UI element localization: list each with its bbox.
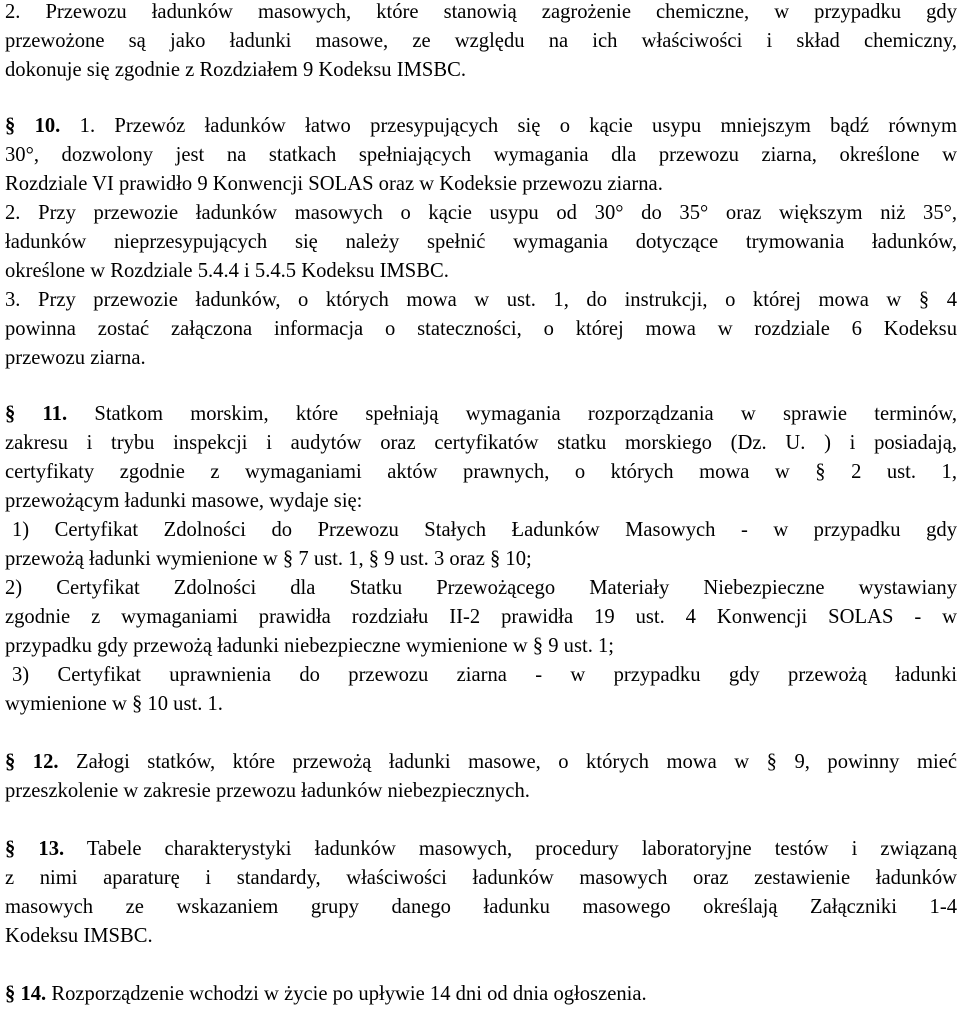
section-10-line-8: powinna zostać załączona informacja o stateczności, o której mowa w rozdziale 6 Kodeksu: [5, 318, 957, 340]
section-10-line-2: 30°, dozwolony jest na statkach spełniających wymagania dla przewozu ziarna, określone w: [5, 144, 957, 166]
section-10-line-1: [5, 112, 957, 141]
paragraph-2-line-3: dokonuje się zgodnie z Rozdziałem 9 Kodeksu IMSBC.: [5, 59, 466, 81]
paragraph-2-line-1: 2. Przewozu ładunków masowych, które stanowią zagrożenie chemiczne, w przypadku gdy: [5, 1, 957, 23]
section-12-line-1: [5, 748, 957, 777]
section-10-text-1: 1. Przewóz ładunków łatwo przesypujących się o kącie usypu mniejszym bądź równym: [79, 115, 957, 137]
section-11-item-2-line-3: przypadku gdy przewożą ładunki niebezpieczne wymienione w § 9 ust. 1;: [5, 635, 615, 657]
section-11-line-2: zakresu i trybu inspekcji i audytów oraz certyfikatów statku morskiego (Dz. U. ) i posiadają,: [5, 432, 957, 454]
paragraph-2-line-2: przewożone są jako ładunki masowe, ze względu na ich właściwości i skład chemiczny,: [5, 30, 957, 52]
section-10-line-5: ładunków nieprzesypujących się należy spełnić wymagania dotyczące trymowania ładunków,: [5, 231, 957, 253]
section-14-number: § 14.: [5, 983, 47, 1005]
section-12-number: § 12.: [5, 751, 59, 773]
section-11-line-3: certyfikaty zgodnie z wymaganiami aktów prawnych, o których mowa w § 2 ust. 1,: [5, 461, 957, 483]
section-13-line-4: Kodeksu IMSBC.: [5, 925, 153, 947]
section-11-item-2-line-1: 2) Certyfikat Zdolności dla Statku Przewożącego Materiały Niebezpieczne wystawiany: [5, 577, 957, 599]
section-11-item-3-line-1: 3) Certyfikat uprawnienia do przewozu ziarna - w przypadku gdy przewożą ładunki: [12, 664, 957, 686]
section-10-line-6: określone w Rozdziale 5.4.4 i 5.4.5 Kodeksu IMSBC.: [5, 260, 449, 282]
section-10-line-7: 3. Przy przewozie ładunków, o których mowa w ust. 1, do instrukcji, o której mowa w § 4: [5, 289, 957, 311]
section-13-line-2: z nimi aparaturę i standardy, właściwości ładunków masowych oraz zestawienie ładunków: [5, 867, 957, 889]
section-11-line-1: [5, 400, 957, 429]
section-10-number: § 10.: [5, 115, 61, 137]
section-11-item-1-line-2: przewożą ładunki wymienione w § 7 ust. 1, § 9 ust. 3 oraz § 10;: [5, 548, 532, 570]
section-14-line-1: [5, 980, 957, 1009]
section-10-line-3: Rozdziale VI prawidło 9 Konwencji SOLAS oraz w Kodeksie przewozu ziarna.: [5, 173, 663, 195]
section-12-line-2: przeszkolenie w zakresie przewozu ładunków niebezpiecznych.: [5, 780, 530, 802]
section-13-line-3: masowych ze wskazaniem grupy danego ładunku masowego określają Załączniki 1-4: [5, 896, 957, 918]
section-10-line-9: przewozu ziarna.: [5, 347, 146, 369]
section-11-text-1: Statkom morskim, które spełniają wymagania rozporządzania w sprawie terminów,: [94, 403, 957, 425]
section-11-number: § 11.: [5, 403, 68, 425]
section-14-text-1: Rozporządzenie wchodzi w życie po upływie 14 dni od dnia ogłoszenia.: [51, 983, 647, 1005]
section-13-number: § 13.: [5, 838, 65, 860]
section-13-text-1: Tabele charakterystyki ładunków masowych, procedury laboratoryjne testów i związaną: [86, 838, 957, 860]
section-11-item-2-line-2: zgodnie z wymaganiami prawidła rozdziału II-2 prawidła 19 ust. 4 Konwencji SOLAS - w: [5, 606, 957, 628]
section-11-item-3-line-2: wymienione w § 10 ust. 1.: [5, 693, 223, 715]
section-12-text-1: Załogi statków, które przewożą ładunki masowe, o których mowa w § 9, powinny mieć: [76, 751, 957, 773]
section-11-line-4: przewożącym ładunki masowe, wydaje się:: [5, 490, 363, 512]
section-10-line-4: 2. Przy przewozie ładunków masowych o kącie usypu od 30° do 35° oraz większym niż 35°,: [5, 202, 957, 224]
section-11-item-1-line-1: 1) Certyfikat Zdolności do Przewozu Stałych Ładunków Masowych - w przypadku gdy: [12, 519, 957, 541]
section-13-line-1: [5, 835, 957, 864]
